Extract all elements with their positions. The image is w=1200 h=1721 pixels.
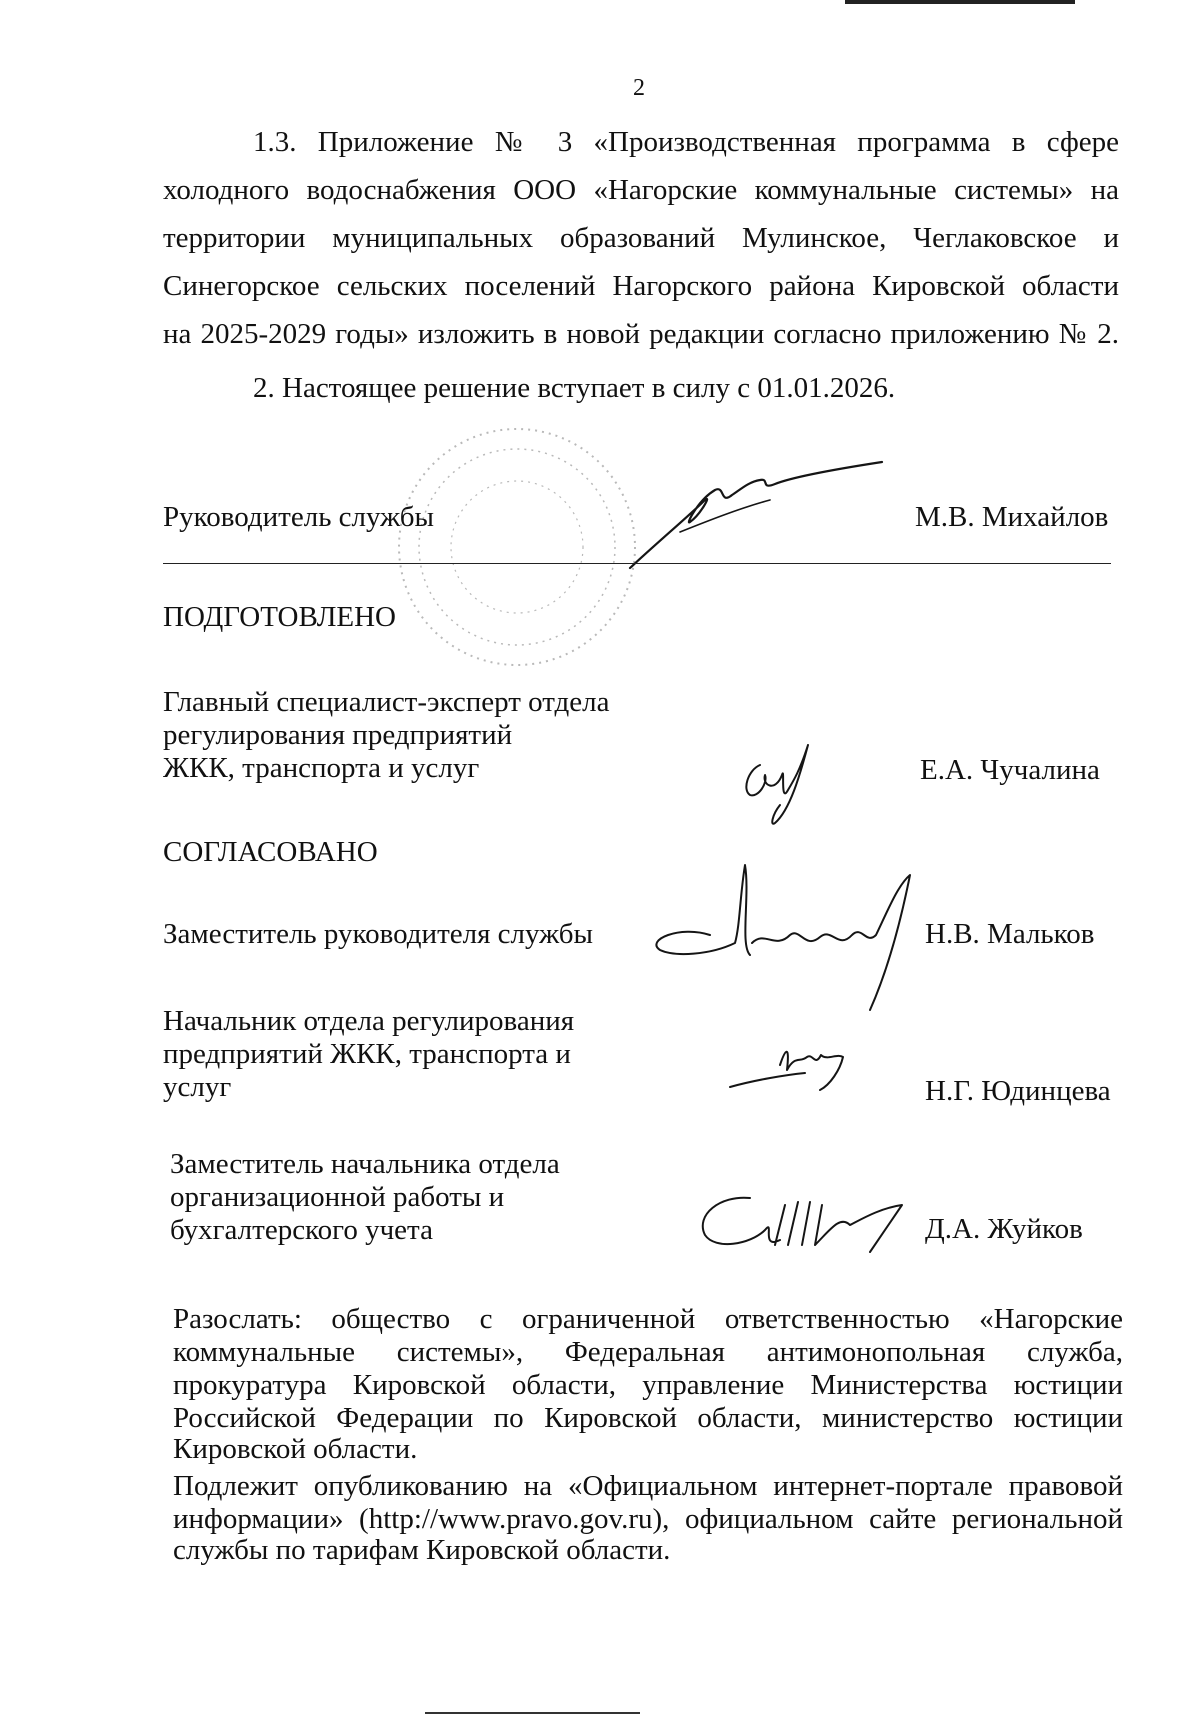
prepared-heading: ПОДГОТОВЛЕНО — [163, 601, 396, 633]
position-line: услуг — [163, 1071, 232, 1103]
clause-line: Синегорское сельских поселений Нагорского района Кировской области — [163, 270, 1119, 302]
clause-line: территории муниципальных образований Мулинское, Чеглаковское и — [163, 222, 1119, 254]
clause-line: холодного водоснабжения ООО «Нагорские коммунальные системы» на — [163, 174, 1119, 206]
prepared-position — [163, 688, 610, 787]
position-line: Заместитель начальника отдела — [170, 1148, 560, 1180]
publication-line: информации» (http://www.pravo.gov.ru), официальном сайте региональной — [173, 1503, 1123, 1535]
footer-rule — [425, 1712, 640, 1714]
position-line: предприятий ЖКК, транспорта и — [163, 1038, 571, 1070]
agreed-heading: СОГЛАСОВАНО — [163, 836, 378, 868]
position-line: Начальник отдела регулирования — [163, 1005, 575, 1037]
signature-zhuikov — [690, 1190, 910, 1260]
head-position: Руководитель службы — [163, 501, 435, 533]
distribution-line: прокуратура Кировской области, управление Министерства юстиции — [173, 1369, 1123, 1401]
position-line: бухгалтерского учета — [170, 1214, 433, 1246]
head-name: М.В. Михайлов — [915, 501, 1109, 533]
agreed-name: Н.Г. Юдинцева — [925, 1075, 1111, 1107]
divider-line — [163, 563, 1111, 564]
agreed-name: Д.А. Жуйков — [925, 1213, 1083, 1245]
distribution-line: Разослать: общество с ограниченной ответственностью «Нагорские — [173, 1303, 1123, 1335]
position-line: регулирования предприятий — [163, 719, 513, 751]
publication-line: Подлежит опубликованию на «Официальном интернет-портале правовой — [173, 1470, 1123, 1502]
publication-line: службы по тарифам Кировской области. — [173, 1534, 671, 1566]
signature-yudintseva — [725, 1035, 865, 1095]
agreed-position — [163, 1007, 574, 1106]
page-number: 2 — [633, 75, 645, 101]
position-line: организационной работы и — [170, 1181, 505, 1213]
publication-block — [173, 1470, 1123, 1569]
distribution-line: коммунальные системы», Федеральная антимонопольная служба, — [173, 1336, 1123, 1368]
clause-line: 1.3. Приложение № 3 «Производственная программа в сфере — [253, 126, 1119, 158]
signature-malkov — [640, 855, 930, 1015]
agreed-position — [170, 1150, 560, 1249]
official-stamp — [395, 425, 640, 670]
agreed-name: Н.В. Мальков — [925, 918, 1095, 950]
clause-1-3 — [163, 126, 1119, 366]
signature-chuchalina — [730, 735, 830, 830]
clause-2: 2. Настоящее решение вступает в силу с 01.01.2026. — [253, 372, 896, 404]
scan-artifact-top — [845, 0, 1075, 4]
distribution-block — [173, 1303, 1123, 1468]
distribution-line: Российской Федерации по Кировской области, министерство юстиции — [173, 1402, 1123, 1434]
position-line: ЖКК, транспорта и услуг — [163, 752, 480, 784]
agreed-position: Заместитель руководителя службы — [163, 918, 594, 950]
clause-line: на 2025-2029 годы» изложить в новой редакции согласно приложению № 2. — [163, 318, 1119, 350]
head-signature — [620, 460, 890, 575]
position-line: Главный специалист-эксперт отдела — [163, 686, 610, 718]
prepared-name: Е.А. Чучалина — [920, 754, 1100, 786]
distribution-line: Кировской области. — [173, 1433, 418, 1465]
